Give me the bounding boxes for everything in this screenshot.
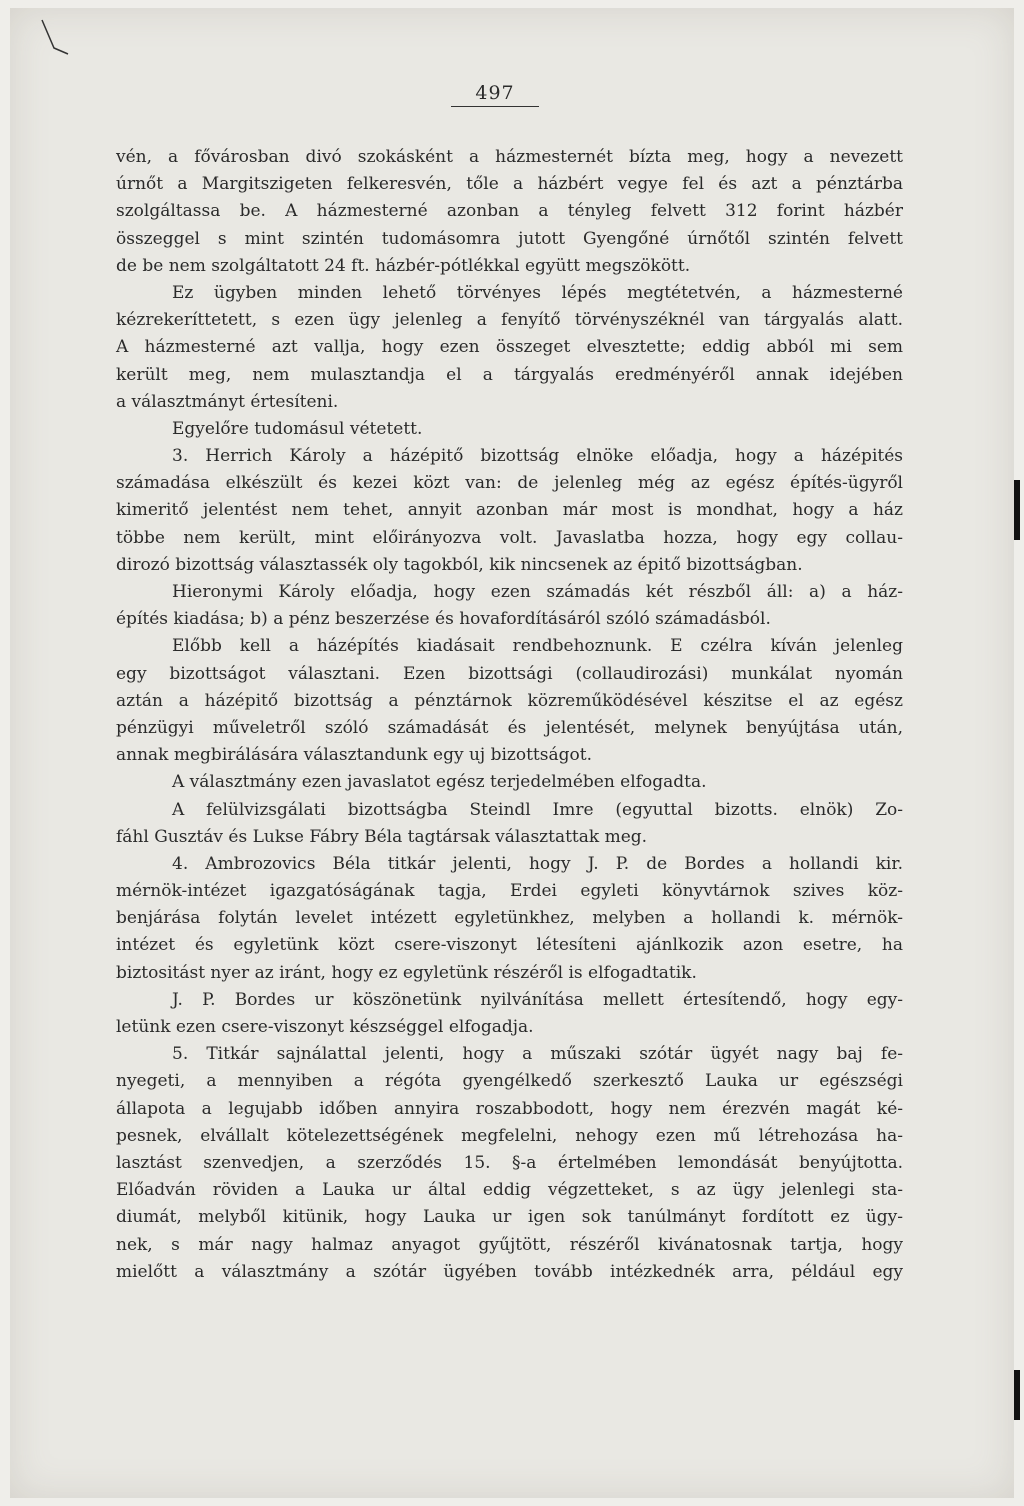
text-line: mérnök-intézet igazgatóságának tagja, Erdei egyleti könyvtárnok szives köz-: [116, 881, 903, 902]
text-line: a választmányt értesíteni.: [116, 391, 339, 412]
text-line: 3. Herrich Károly a házépitő bizottság elnöke előadja, hogy a házépités: [172, 446, 903, 467]
text-line: Előadván röviden a Lauka ur által eddig végzetteket, s az ügy jelenlegi sta-: [116, 1180, 903, 1201]
page-number: 497: [475, 82, 515, 104]
text-line: A felülvizsgálati bizottságba Steindl Imre (egyuttal bizotts. elnök) Zo-: [172, 799, 903, 820]
text-line: Ez ügyben minden lehető törvényes lépés megtétetvén, a házmesterné: [172, 282, 903, 303]
page-number-rule: [451, 106, 539, 107]
scanned-page: [10, 8, 1014, 1498]
text-line: kimeritő jelentést nem tehet, annyit azonban már most is mondhat, hogy a ház: [116, 500, 903, 521]
text-line: annak megbirálására választandunk egy uj bizottságot.: [116, 745, 592, 766]
text-line: többe nem került, mint előirányozva volt. Javaslatba hozza, hogy egy collau-: [116, 527, 903, 548]
text-line: egy bizottságot választani. Ezen bizottsági (collaudirozási) munkálat nyomán: [116, 663, 903, 684]
text-line: úrnőt a Margitszigeten felkeresvén, tőle a házbért vegye fel és azt a pénztárba: [116, 174, 903, 195]
scan-edge-mark: [1014, 1370, 1020, 1420]
text-line: pesnek, elvállalt kötelezettségének megfelelni, nehogy ezen mű létrehozása ha-: [116, 1125, 903, 1146]
text-line: A választmány ezen javaslatot egész terjedelmében elfogadta.: [172, 772, 707, 793]
text-line: összeggel s mint szintén tudomásomra jutott Gyengőné úrnőtől szintén felvett: [116, 228, 903, 249]
text-line: benjárása folytán levelet intézett egyletünkhez, melyben a hollandi k. mérnök-: [116, 908, 903, 929]
text-line: pénzügyi műveletről szóló számadását és jelentését, melynek benyújtása után,: [116, 717, 903, 738]
text-line: lasztást szenvedjen, a szerződés 15. §-a értelmében lemondását benyújtotta.: [116, 1152, 903, 1173]
text-line: fáhl Gusztáv és Lukse Fábry Béla tagtársak választattak meg.: [116, 826, 648, 847]
text-line: szolgáltassa be. A házmesterné azonban a tényleg felvett 312 forint házbér: [116, 201, 903, 222]
text-line: kézrekeríttetett, s ezen ügy jelenleg a fenyítő törvényszéknél van tárgyalás alatt.: [116, 310, 903, 331]
text-line: mielőtt a választmány a szótár ügyében tovább intézkednék arra, például egy: [116, 1261, 903, 1282]
text-line: A házmesterné azt vallja, hogy ezen összeget elvesztette; eddig abból mi sem: [116, 337, 903, 358]
text-line: letünk ezen csere-viszonyt készséggel elfogadja.: [116, 1017, 534, 1037]
body-text: [116, 144, 903, 1286]
text-line: intézet és egyletünk közt csere-viszonyt létesíteni ajánlkozik azon esetre, ha: [116, 935, 903, 956]
text-line: diumát, melyből kitünik, hogy Lauka ur igen sok tanúlmányt fordított ez ügy-: [116, 1207, 903, 1228]
text-line: Előbb kell a házépítés kiadásait rendbehoznunk. E czélra kíván jelenleg: [172, 636, 903, 657]
text-line: biztositást nyer az iránt, hogy ez egyletünk részéről is elfogadtatik.: [116, 962, 697, 983]
text-line: dirozó bizottság választassék oly tagokból, kik nincsenek az épitő bizottságban.: [116, 554, 803, 575]
text-line: aztán a házépitő bizottság a pénztárnok közreműködésével készitse el az egész: [116, 690, 903, 711]
text-line: 5. Titkár sajnálattal jelenti, hogy a műszaki szótár ügyét nagy baj fe-: [172, 1044, 903, 1065]
text-line: építés kiadása; b) a pénz beszerzése és hovafordításáról szóló számadásból.: [116, 609, 771, 630]
corner-fold-mark: [40, 18, 70, 58]
text-line: állapota a legujabb időben annyira roszabbodott, hogy nem érezvén magát ké-: [116, 1098, 903, 1119]
text-line: Egyelőre tudomásul vétetett.: [172, 418, 423, 439]
text-line: de be nem szolgáltatott 24 ft. házbér-pótlékkal együtt megszökött.: [116, 255, 691, 276]
text-line: számadása elkészült és kezei közt van: de jelenleg még az egész építés-ügyről: [116, 473, 903, 494]
text-line: 4. Ambrozovics Béla titkár jelenti, hogy J. P. de Bordes a hollandi kir.: [172, 853, 903, 874]
text-line: vén, a fővárosban divó szokásként a házmesternét bízta meg, hogy a nevezett: [116, 147, 903, 167]
text-line: Hieronymi Károly előadja, hogy ezen számadás két részből áll: a) a ház-: [172, 582, 903, 602]
text-line: nek, s már nagy halmaz anyagot gyűjtött, részéről kivánatosnak tartja, hogy: [116, 1234, 903, 1255]
text-line: került meg, nem mulasztandja el a tárgyalás eredményéről annak idejében: [116, 364, 903, 385]
page-header: [450, 82, 540, 107]
text-line: J. P. Bordes ur köszönetünk nyilvánítása mellett értesítendő, hogy egy-: [172, 989, 903, 1010]
text-line: nyegeti, a mennyiben a régóta gyengélkedő szerkesztő Lauka ur egészségi: [116, 1071, 903, 1092]
scan-edge-mark: [1014, 480, 1020, 540]
